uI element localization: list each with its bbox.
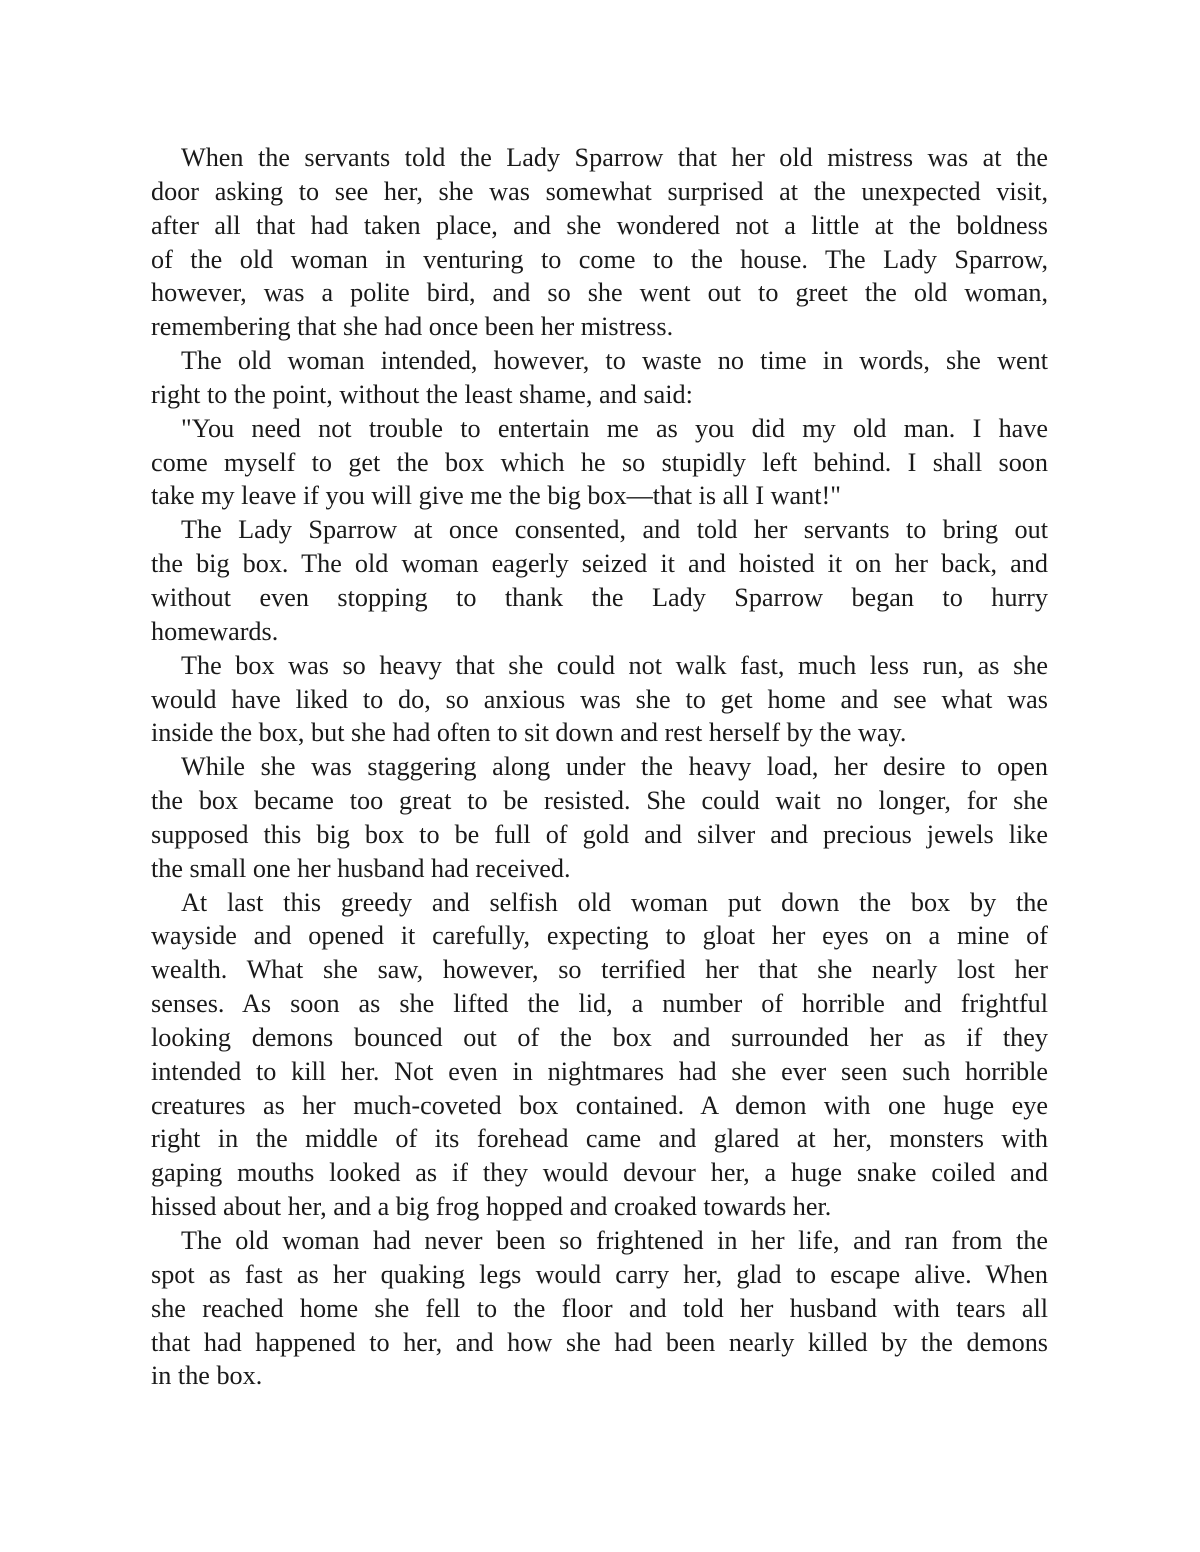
text-line: the big box. The old woman eagerly seized it and hoisted it on her back, and (151, 549, 1048, 579)
paragraph (151, 886, 1048, 1224)
text-line: The box was so heavy that she could not walk fast, much less run, as she (181, 650, 1048, 680)
text-line: The old woman had never been so frightened in her life, and ran from the (181, 1226, 1048, 1255)
text-line: intended to kill her. Not even in nightmares had she ever seen such horrible (151, 1056, 1048, 1086)
paragraph (151, 412, 1048, 514)
text-line: the small one her husband had received. (151, 853, 571, 883)
text-line: inside the box, but she had often to sit down and rest herself by the way. (151, 718, 907, 748)
text-line: supposed this big box to be full of gold and silver and precious jewels like (151, 819, 1048, 849)
text-line: senses. As soon as she lifted the lid, a number of horrible and frightful (151, 989, 1048, 1019)
text-line: looking demons bounced out of the box and surrounded her as if they (151, 1022, 1048, 1052)
text-line: creatures as her much-coveted box contained. A demon with one huge eye (151, 1090, 1048, 1120)
text-line: right to the point, without the least shame, and said: (151, 379, 693, 409)
text-line: remembering that she had once been her mistress. (151, 312, 674, 342)
text-line: of the old woman in venturing to come to the house. The Lady Sparrow, (151, 244, 1048, 274)
text-line: wealth. What she saw, however, so terrified her that she nearly lost her (151, 955, 1048, 985)
text-line: "You need not trouble to entertain me as you did my old man. I have (181, 413, 1048, 443)
paragraph (151, 1224, 1048, 1393)
text-line: however, was a polite bird, and so she went out to greet the old woman, (151, 278, 1048, 308)
text-line: come myself to get the box which he so stupidly left behind. I shall soon (151, 447, 1048, 477)
text-line: spot as fast as her quaking legs would carry her, glad to escape alive. When (151, 1259, 1048, 1289)
text-line: she reached home she fell to the floor and told her husband with tears all (151, 1293, 1048, 1323)
text-line: after all that had taken place, and she wondered not a little at the boldness (151, 210, 1048, 240)
text-line: door asking to see her, she was somewhat surprised at the unexpected visit, (151, 176, 1048, 206)
paragraph (151, 649, 1048, 751)
text-line: While she was staggering along under the heavy load, her desire to open (181, 752, 1048, 782)
text-line: gaping mouths looked as if they would devour her, a huge snake coiled and (151, 1158, 1048, 1188)
text-line: take my leave if you will give me the big box—that is all I want!" (151, 481, 841, 511)
text-line: wayside and opened it carefully, expecting to gloat her eyes on a mine of (151, 921, 1048, 951)
paragraph (151, 141, 1048, 344)
paragraph (151, 750, 1048, 885)
text-line: the box became too great to be resisted. She could wait no longer, for she (151, 786, 1048, 816)
text-line: in the box. (151, 1361, 263, 1391)
text-line: The Lady Sparrow at once consented, and told her servants to bring out (181, 515, 1048, 545)
text-line: The old woman intended, however, to waste no time in words, she went (181, 346, 1048, 376)
text-line: hissed about her, and a big frog hopped and croaked towards her. (151, 1192, 832, 1222)
text-line: homewards. (151, 616, 279, 646)
paragraph (151, 513, 1048, 648)
paragraph (151, 344, 1048, 412)
document-page (151, 141, 1048, 1393)
text-line: When the servants told the Lady Sparrow that her old mistress was at the (181, 143, 1048, 172)
text-line: without even stopping to thank the Lady Sparrow began to hurry (151, 582, 1048, 612)
text-line: would have liked to do, so anxious was she to get home and see what was (151, 684, 1048, 714)
text-line: that had happened to her, and how she had been nearly killed by the demons (151, 1327, 1048, 1357)
text-line: right in the middle of its forehead came and glared at her, monsters with (151, 1124, 1048, 1154)
text-line: At last this greedy and selfish old woman put down the box by the (181, 887, 1048, 917)
